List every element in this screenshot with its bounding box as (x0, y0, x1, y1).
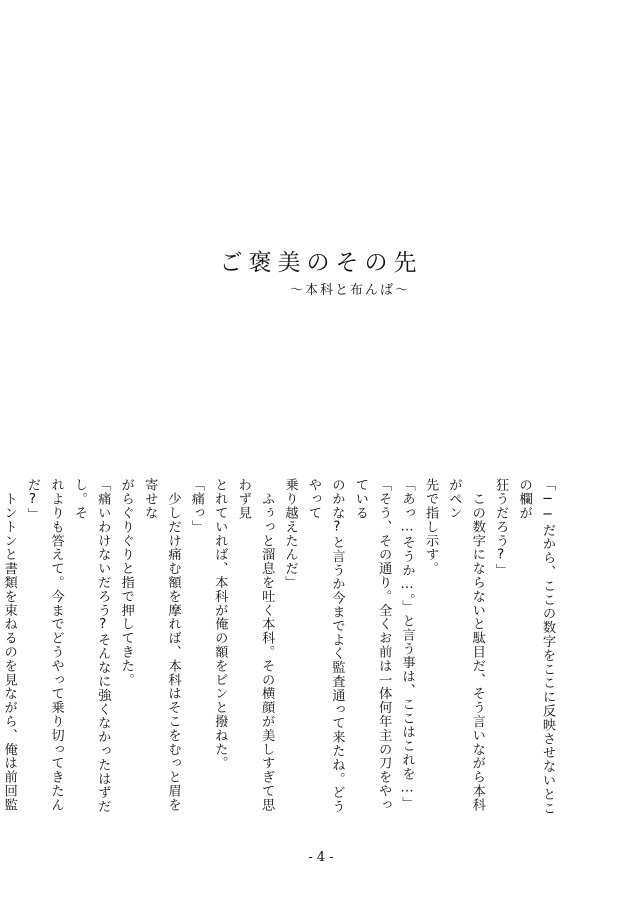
vertical-body-text (0, 478, 559, 824)
text-line: 少しだけ痛む額を摩れば、本科はそこをむっと眉を寄せな (142, 478, 181, 812)
text-line: 狂うだろう?」 (493, 478, 509, 577)
text-line: がらぐりぐりと指で押してきた。 (118, 478, 134, 687)
text-line: 乗り越えたんだ」 (282, 478, 298, 590)
text-line: 「痛いわけないだろう?そんなに強くなかったはずだし。そ (71, 478, 111, 814)
text-line: 「そう、その通り。全くお前は一体何年主の刀をやっている (352, 478, 392, 812)
text-line: とれていれば、本科が俺の額をピンと撥ねた。 (212, 478, 228, 770)
text-line: 「あっ…そうか…。」と言う事は、ここはこれを…」 (399, 478, 415, 811)
story-title: ご褒美のその先 (219, 250, 423, 276)
text-line: 「痛っ」 (188, 478, 204, 534)
story-subtitle: 〜本科と布んば〜 (290, 283, 411, 298)
page-number: - 4 - (308, 850, 334, 865)
text-line: ふぅっと溜息を吐く本科。その横顔が美しすぎて思わず見 (235, 478, 275, 812)
text-line: 先で指し示す。 (422, 478, 438, 576)
text-line: この数字にならないと駄目だ、そう言いながら本科がペン (446, 478, 485, 812)
text-line: のかな?と言うか今までよく監査通って来たね。どうやって (305, 478, 345, 814)
text-line: トントンと書類を束ねるのを見ながら、俺は前回監 (1, 491, 17, 812)
text-line: れよりも答えて。今までどうやって乗り切ってきたんだ?」 (25, 478, 64, 812)
text-line: 「──だから、ここの数字をここに反映させないとこの欄が (516, 478, 555, 815)
